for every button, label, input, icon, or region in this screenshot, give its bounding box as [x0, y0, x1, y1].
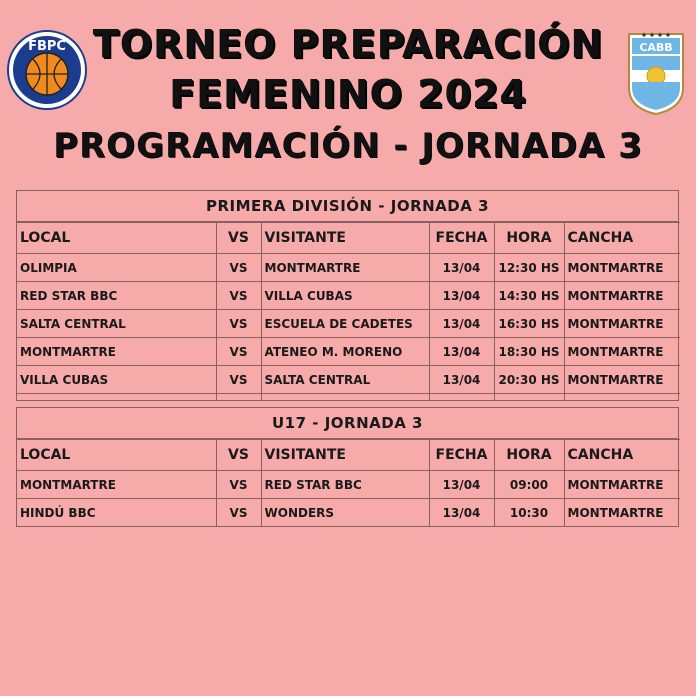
cell-vs: VS	[216, 499, 261, 527]
col-local-header: LOCAL	[17, 223, 216, 254]
cell-cancha: MONTMARTRE	[564, 499, 680, 527]
page-subtitle: PROGRAMACIÓN - JORNADA 3	[53, 126, 643, 166]
cell-hora: 09:00	[494, 471, 564, 499]
cell-visitante: SALTA CENTRAL	[261, 366, 429, 394]
cell-hora: 10:30	[494, 499, 564, 527]
cell-vs: VS	[216, 254, 261, 282]
cell-vs: VS	[216, 310, 261, 338]
cell-fecha: 13/04	[429, 282, 494, 310]
svg-text:CABB: CABB	[639, 41, 673, 54]
cell-visitante: ESCUELA DE CADETES	[261, 310, 429, 338]
cell-fecha: 13/04	[429, 499, 494, 527]
cell-fecha: 13/04	[429, 310, 494, 338]
col-fecha-header: FECHA	[429, 223, 494, 254]
cell-hora: 16:30 HS	[494, 310, 564, 338]
table-row	[17, 254, 680, 282]
cell-local: MONTMARTRE	[17, 471, 216, 499]
header	[0, 0, 696, 180]
primera-division-table	[17, 222, 680, 400]
cell-vs: VS	[216, 471, 261, 499]
table-header-row	[17, 223, 680, 254]
cell-cancha: MONTMARTRE	[564, 366, 680, 394]
col-cancha-header: CANCHA	[564, 440, 680, 471]
fbpc-logo-icon	[7, 30, 87, 110]
cell-local: HINDÚ BBC	[17, 499, 216, 527]
u17-title: U17 - JORNADA 3	[17, 408, 678, 439]
cell-visitante: MONTMARTRE	[261, 254, 429, 282]
cell-hora: 18:30 HS	[494, 338, 564, 366]
table-row	[17, 366, 680, 394]
col-fecha-header: FECHA	[429, 440, 494, 471]
u17-table	[17, 439, 680, 526]
primera-division-title: PRIMERA DIVISIÓN - JORNADA 3	[17, 191, 678, 222]
cell-visitante: RED STAR BBC	[261, 471, 429, 499]
table-row	[17, 338, 680, 366]
cell-local: RED STAR BBC	[17, 282, 216, 310]
title-line-1: TORNEO PREPARACIÓN	[92, 22, 604, 66]
cell-local: SALTA CENTRAL	[17, 310, 216, 338]
cell-fecha: 13/04	[429, 366, 494, 394]
table-row	[17, 471, 680, 499]
cell-visitante: VILLA CUBAS	[261, 282, 429, 310]
cell-cancha: MONTMARTRE	[564, 282, 680, 310]
cell-cancha: MONTMARTRE	[564, 310, 680, 338]
col-visitante-header: VISITANTE	[261, 440, 429, 471]
cell-hora: 20:30 HS	[494, 366, 564, 394]
cell-fecha: 13/04	[429, 338, 494, 366]
cell-vs: VS	[216, 338, 261, 366]
title-line-2: FEMENINO 2024	[169, 72, 527, 116]
table-row	[17, 282, 680, 310]
table-row	[17, 310, 680, 338]
col-vs-header: VS	[216, 223, 261, 254]
table-spacer-row	[17, 394, 680, 401]
cell-local: MONTMARTRE	[17, 338, 216, 366]
cell-hora: 14:30 HS	[494, 282, 564, 310]
cell-visitante: WONDERS	[261, 499, 429, 527]
table-row	[17, 499, 680, 527]
col-hora-header: HORA	[494, 440, 564, 471]
col-vs-header: VS	[216, 440, 261, 471]
col-hora-header: HORA	[494, 223, 564, 254]
cell-cancha: MONTMARTRE	[564, 471, 680, 499]
cell-fecha: 13/04	[429, 254, 494, 282]
cell-cancha: MONTMARTRE	[564, 254, 680, 282]
cell-local: VILLA CUBAS	[17, 366, 216, 394]
cell-visitante: ATENEO M. MORENO	[261, 338, 429, 366]
cell-vs: VS	[216, 282, 261, 310]
table-header-row	[17, 440, 680, 471]
cell-local: OLIMPIA	[17, 254, 216, 282]
u17-section	[16, 407, 679, 527]
cell-vs: VS	[216, 366, 261, 394]
col-local-header: LOCAL	[17, 440, 216, 471]
cell-fecha: 13/04	[429, 471, 494, 499]
col-visitante-header: VISITANTE	[261, 223, 429, 254]
primera-division-section	[16, 190, 679, 401]
cell-hora: 12:30 HS	[494, 254, 564, 282]
col-cancha-header: CANCHA	[564, 223, 680, 254]
svg-text:FBPC: FBPC	[28, 39, 66, 54]
cell-cancha: MONTMARTRE	[564, 338, 680, 366]
cabb-logo-icon	[626, 30, 686, 116]
